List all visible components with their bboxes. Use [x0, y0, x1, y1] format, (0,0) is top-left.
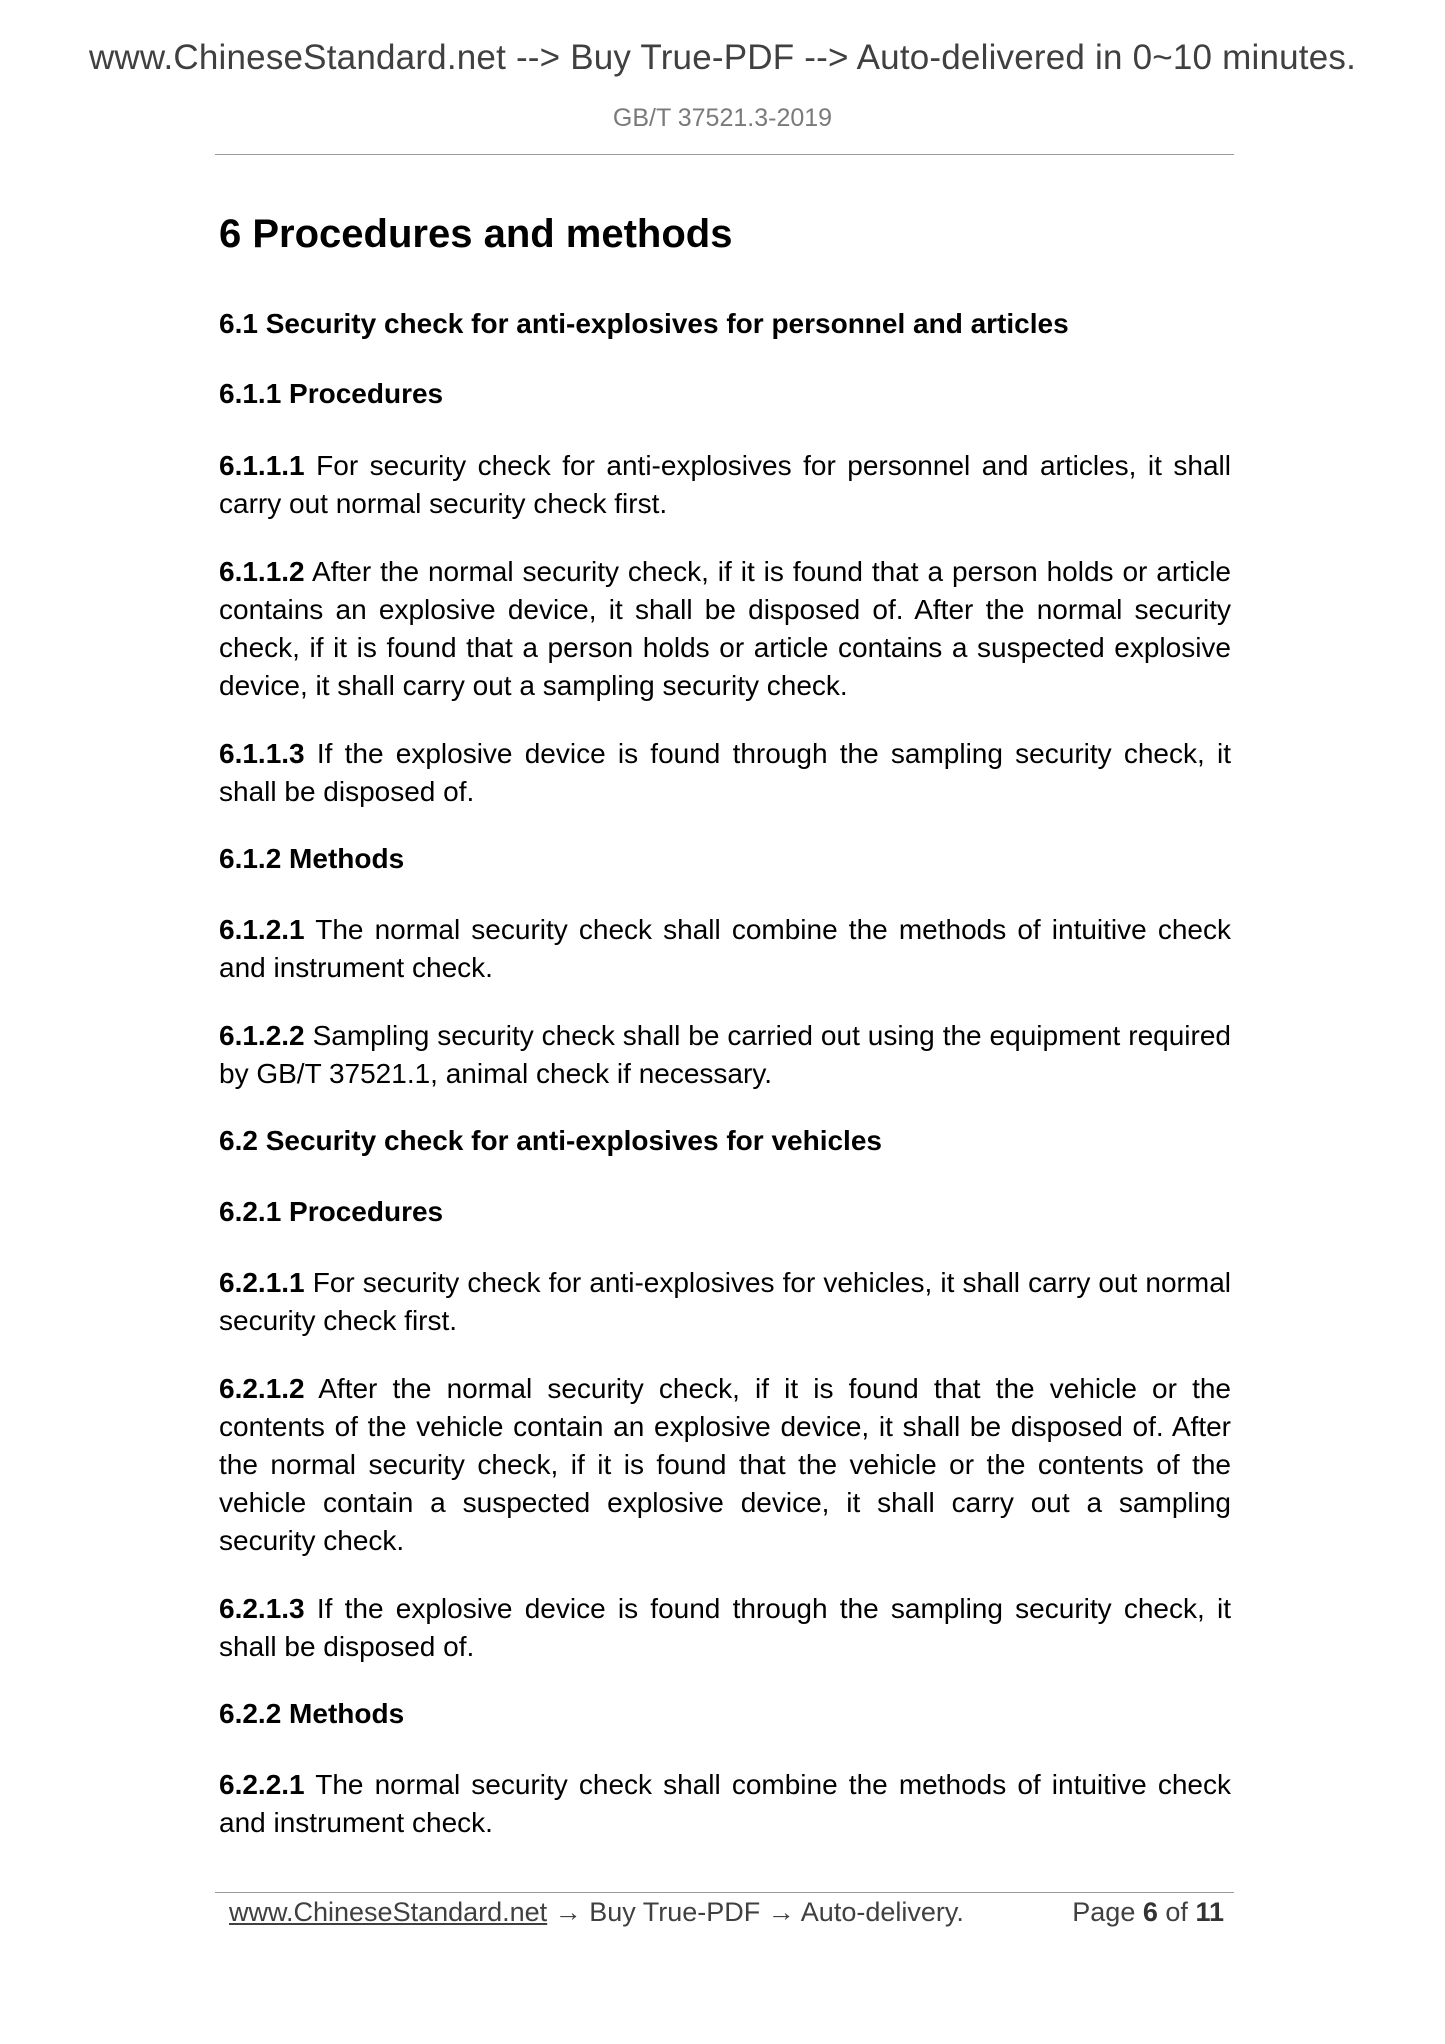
page-indicator [1072, 1897, 1224, 1928]
document-number: GB/T 37521.3-2019 [612, 104, 833, 132]
arrow-right-icon: → [554, 1897, 582, 1927]
subsection-title-6-1: 6.1 Security check for anti-explosives for personnel and articles [219, 308, 1069, 339]
clause-6-1-1-1 [219, 447, 1231, 523]
clause-text: For security check for anti-explosives for vehicles, it shall carry out normal security check first. [219, 1266, 1231, 1336]
clause-6-1-2-1 [219, 911, 1231, 987]
footer-delivery-text: Auto-delivery. [800, 1897, 964, 1927]
current-page-number: 6 [1142, 1897, 1158, 1927]
clause-6-2-1-1 [219, 1264, 1231, 1340]
clause-text: Sampling security check shall be carried out using the equipment required by GB/T 37521.1, animal check if necessary. [219, 1020, 1231, 1090]
clause-number: 6.1.2.1 [219, 914, 305, 946]
clause-number: 6.2.1.3 [219, 1592, 305, 1624]
clause-text: For security check for anti-explosives for personnel and articles, it shall carry out normal security check first. [219, 449, 1231, 519]
subsection-title-6-2: 6.2 Security check for anti-explosives for vehicles [219, 1125, 882, 1157]
footer-buy-text: Buy True-PDF [589, 1897, 761, 1927]
clause-title-6-2-2: 6.2.2 Methods [219, 1697, 405, 1729]
clause-6-1-1-3 [219, 735, 1231, 811]
clause-number: 6.2.1.1 [219, 1266, 305, 1298]
clause-text: If the explosive device is found through the sampling security check, it shall be disposed of. [219, 737, 1231, 807]
page-label: Page [1072, 1897, 1136, 1927]
footer-site-link[interactable]: www.ChineseStandard.net [229, 1897, 548, 1927]
clause-number: 6.1.1.2 [219, 555, 305, 587]
clause-text: The normal security check shall combine the methods of intuitive check and instrument check. [219, 914, 1231, 984]
total-pages-number: 11 [1195, 1897, 1224, 1927]
clause-number: 6.2.2.1 [219, 1769, 305, 1801]
clause-6-1-2-2 [219, 1017, 1231, 1093]
clause-number: 6.1.1.3 [219, 737, 305, 769]
site-banner[interactable]: www.ChineseStandard.net --> Buy True-PDF --> Auto-delivered in 0~10 minutes. [88, 38, 1357, 77]
footer-divider [215, 1892, 1234, 1893]
clause-6-2-1-2 [219, 1370, 1231, 1560]
arrow-right-icon: → [767, 1897, 795, 1927]
clause-text: The normal security check shall combine the methods of intuitive check and instrument check. [219, 1769, 1231, 1839]
clause-text: If the explosive device is found through the sampling security check, it shall be disposed of. [219, 1592, 1231, 1662]
of-label: of [1165, 1897, 1188, 1927]
clause-number: 6.1.2.2 [219, 1020, 305, 1052]
clause-text: After the normal security check, if it is found that a person holds or article contains an explosive device, it shall be disposed of. After the normal security check, if it is found that a person holds or article contains a suspected explosive device, it shall carry out a sampling security check. [219, 555, 1231, 701]
document-body [219, 210, 1231, 1872]
clause-title-6-1-2: 6.1.2 Methods [219, 842, 405, 874]
clause-number: 6.2.1.2 [219, 1372, 305, 1404]
clause-6-2-2-1 [219, 1766, 1231, 1842]
clause-6-1-1-2 [219, 553, 1231, 705]
clause-title-6-2-1: 6.2.1 Procedures [219, 1195, 444, 1227]
section-title: 6 Procedures and methods [219, 212, 733, 256]
footer-promo [229, 1897, 964, 1928]
header-divider [215, 154, 1234, 155]
clause-number: 6.1.1.1 [219, 449, 305, 481]
clause-text: After the normal security check, if it is found that the vehicle or the contents of the vehicle contain an explosive device, it shall be disposed of. After the normal security check, if it is found that the vehicle or the contents of the vehicle contain a suspected explosive device, it shall carry out a sampling security check. [219, 1372, 1232, 1556]
clause-6-2-1-3 [219, 1590, 1231, 1666]
clause-title-6-1-1: 6.1.1 Procedures [219, 378, 444, 410]
